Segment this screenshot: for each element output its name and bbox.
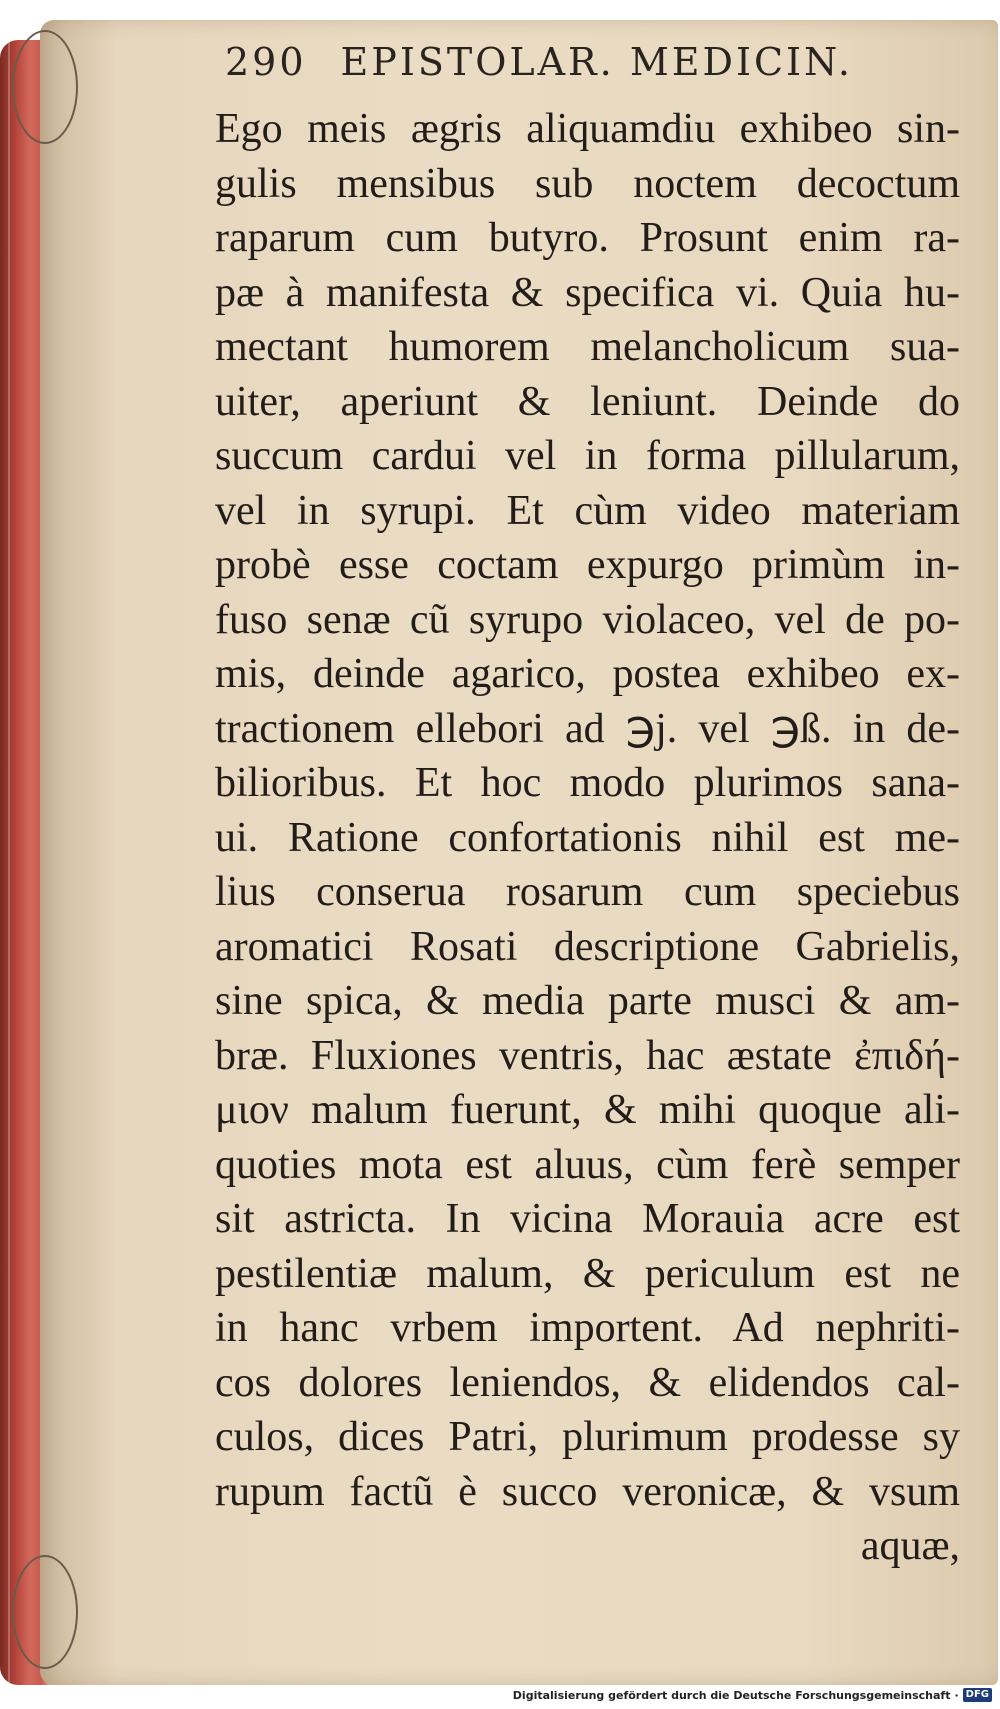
- dfg-logo: DFG: [963, 1688, 992, 1702]
- text-line: μιον malum fuerunt, & mihi quoque ali-: [215, 1087, 960, 1133]
- text-line: mis, deinde agarico, postea exhibeo ex-: [215, 651, 960, 697]
- text-line: tractionem ellebori ad ℈j. vel ℈ß. in de-: [215, 705, 960, 752]
- text-line: in hanc vrbem importent. Ad nephriti-: [215, 1305, 960, 1351]
- text-line: uiter, aperiunt & leniunt. Deinde do: [215, 378, 960, 425]
- digitization-credit: Digitalisierung gefördert durch die Deutsche Forschungsgemeinschaft · DFG: [513, 1687, 992, 1703]
- running-title: EPISTOLAR. MEDICIN.: [340, 40, 853, 84]
- text-line: raparum cum butyro. Prosunt enim ra-: [215, 215, 960, 261]
- text-line: mectant humorem melancholicum sua-: [215, 324, 960, 370]
- text-line: pæ à manifesta & specifica vi. Quia hu-: [215, 269, 960, 316]
- page-number: 290: [225, 40, 307, 84]
- credit-text: Digitalisierung gefördert durch die Deutsche Forschungsgemeinschaft: [512, 1688, 951, 1702]
- text-line: sine spica, & media parte musci & am-: [215, 978, 960, 1024]
- text-line: succum cardui vel in forma pillularum,: [215, 433, 960, 479]
- text-line: aromatici Rosati descriptione Gabrielis,: [215, 923, 960, 970]
- text-line: rupum factũ è succo veronicæ, & vsum: [215, 1468, 960, 1515]
- text-line: culos, dices Patri, plurimum prodesse sy: [215, 1414, 960, 1460]
- text-line: bræ. Fluxiones ventris, hac æstate ἐπιδή-: [215, 1032, 960, 1079]
- text-line: sit astricta. In vicina Morauia acre est: [215, 1196, 960, 1242]
- text-line: pestilentiæ malum, & periculum est ne: [215, 1250, 960, 1297]
- text-line: quoties mota est aluus, cùm ferè semper: [215, 1141, 960, 1188]
- body-text: [215, 102, 960, 1574]
- text-line: Ego meis ægris aliquamdiu exhibeo sin-: [215, 106, 960, 152]
- catchword: aquæ,: [860, 1523, 960, 1569]
- text-line: lius conserua rosarum cum speciebus: [215, 869, 960, 915]
- text-line: fuso senæ cũ syrupo violaceo, vel de po-: [215, 596, 960, 643]
- text-line: gulis mensibus sub noctem decoctum: [215, 160, 960, 207]
- text-line: cos dolores leniendos, & elidendos cal-: [215, 1359, 960, 1406]
- text-line: probè esse coctam expurgo primùm in-: [215, 542, 960, 588]
- running-header: [225, 40, 945, 100]
- text-line: bilioribus. Et hoc modo plurimos sana-: [215, 760, 960, 806]
- text-line: vel in syrupi. Et cùm video materiam: [215, 487, 960, 534]
- clip-top: [12, 30, 78, 144]
- clip-bottom: [12, 1555, 78, 1669]
- text-line: ui. Ratione confortationis nihil est me-: [215, 814, 960, 861]
